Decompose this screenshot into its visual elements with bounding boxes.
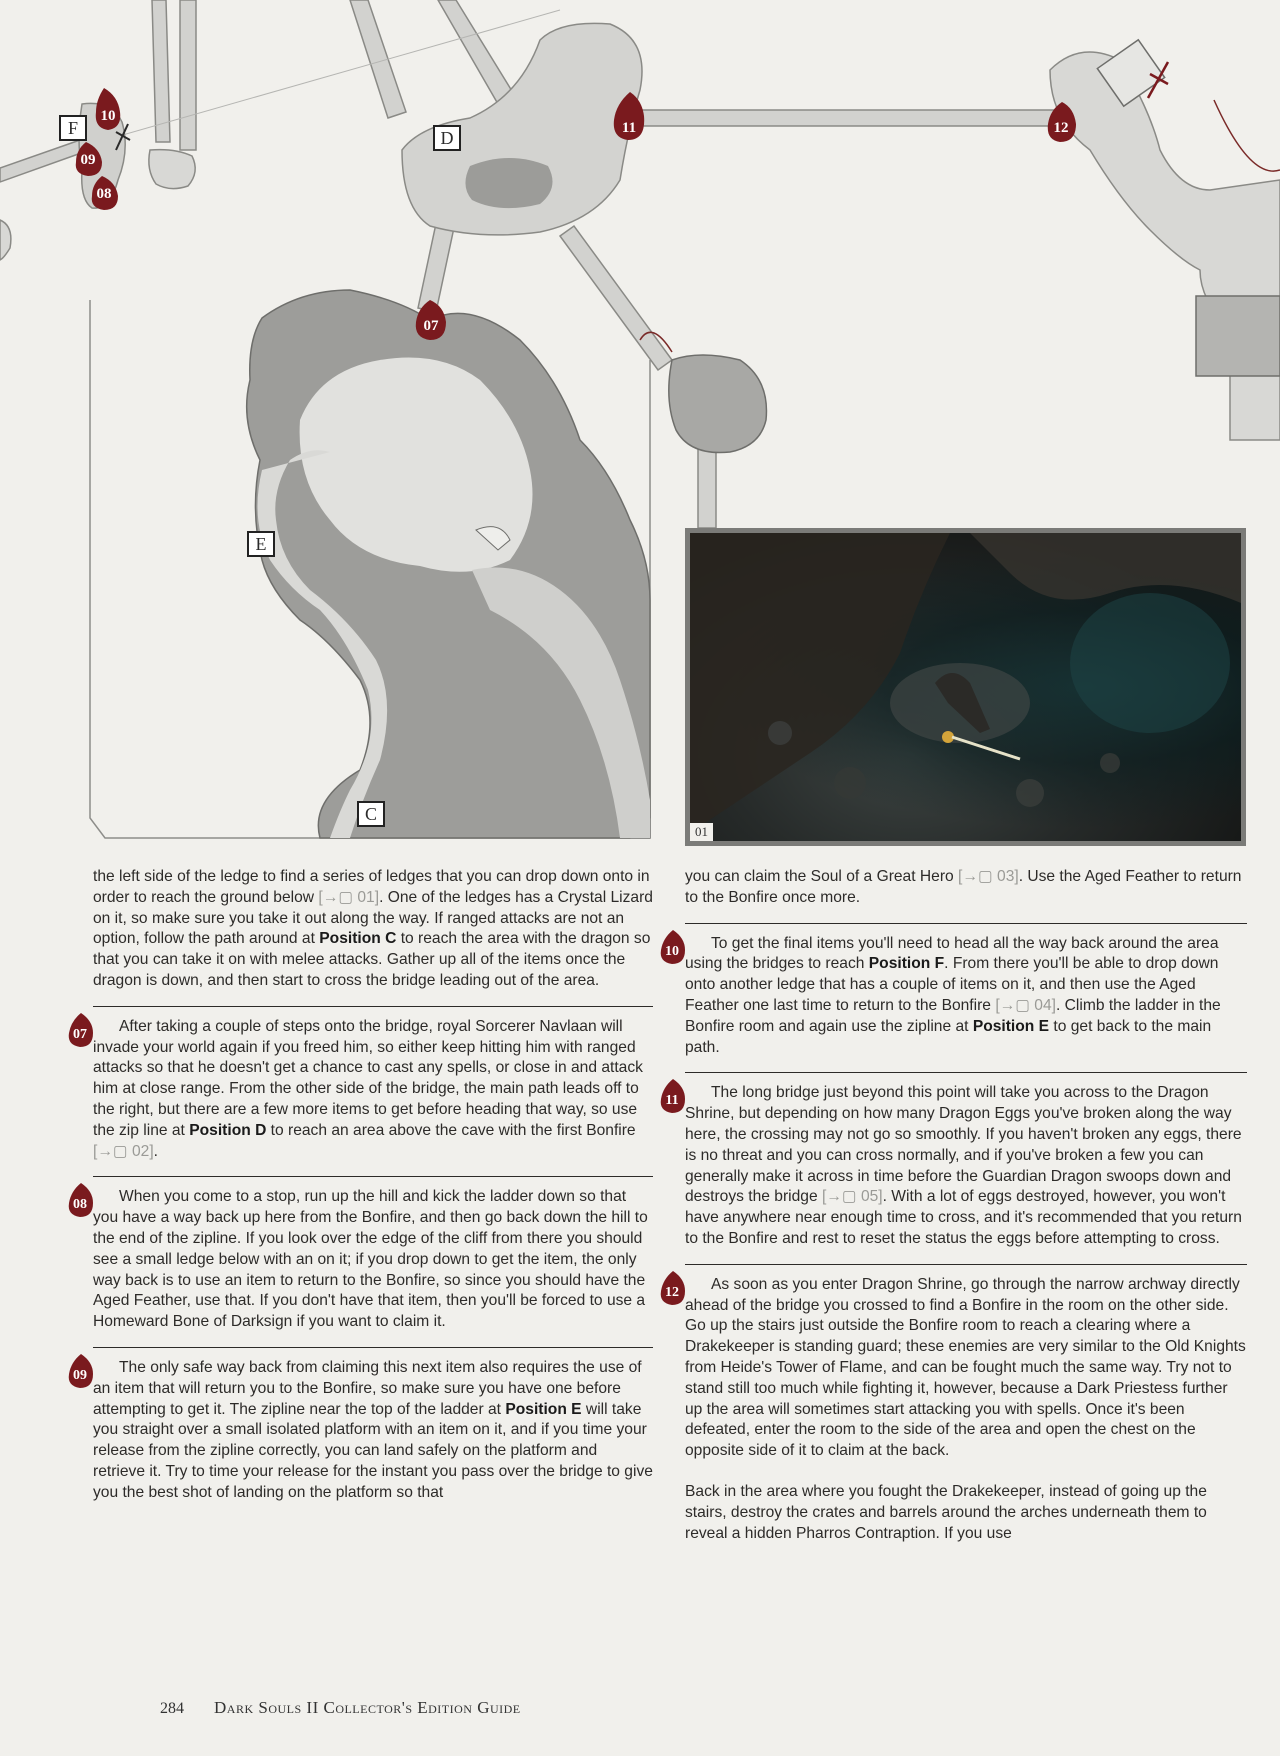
- flame-badge-08: [67, 1183, 95, 1217]
- position-d-label: D: [440, 128, 454, 148]
- svg-text:08: 08: [96, 186, 112, 202]
- flame-badge-10: [659, 930, 687, 964]
- screenshot-01: [685, 528, 1246, 846]
- position-c-label: C: [364, 804, 378, 824]
- cave-scene: [690, 533, 1241, 841]
- step-07: [73, 1006, 653, 1163]
- rock-platform: [669, 355, 767, 453]
- svg-text:10: 10: [100, 108, 116, 124]
- small-islet: [149, 150, 195, 189]
- step-11: [665, 1072, 1247, 1249]
- flame-badge-12: [659, 1271, 687, 1305]
- step-number: 09: [73, 1367, 87, 1383]
- screenshot-image: [690, 533, 1241, 841]
- step-08: [73, 1176, 653, 1333]
- step-number: 12: [665, 1284, 679, 1300]
- page-ref: [→▢ 02]: [93, 1142, 154, 1160]
- flame-badge-07: [67, 1013, 95, 1047]
- step-number: 10: [665, 943, 679, 959]
- marker-10: [96, 88, 121, 130]
- closing-paragraph: Back in the area where you fought the Drakekeeper, instead of going up the stairs, destroy the crates and barrels around the arches underneath them to reveal a hidden Pharros Contraption. If you use: [685, 1482, 1207, 1542]
- right-intro-paragraph: you can claim the Soul of a Great Hero [→▢ 03]. Use the Aged Feather to return to the Bonfire once more.: [685, 868, 1242, 906]
- position-f-label: E: [255, 534, 267, 554]
- page-footer: [160, 1698, 521, 1718]
- left-column: [73, 867, 653, 1504]
- page-number: 284: [160, 1700, 184, 1717]
- left-edge-islet: [0, 220, 11, 260]
- step-number: 07: [73, 1026, 87, 1042]
- position-e-label: F: [67, 118, 79, 138]
- right-column: [665, 867, 1247, 1544]
- position-ref: Position D: [189, 1121, 267, 1139]
- page-ref: [→▢ 03]: [958, 868, 1019, 885]
- screenshot-tag: 01: [690, 823, 713, 841]
- position-ref: Position E: [505, 1400, 582, 1418]
- svg-text:09: 09: [80, 152, 96, 168]
- step-09: [73, 1347, 653, 1504]
- svg-text:11: 11: [621, 120, 637, 136]
- position-ref: Position E: [972, 1017, 1050, 1035]
- shrine-block: [1196, 296, 1280, 376]
- step-11-text: The long bridge just beyond this point will take you across to the Dragon Shrine, but depending on how many Dragon Eggs you've broken along the way here, the crossing may not go so smoothly. If you haven't broken any eggs, there is no threat and you can cross normally, and if you've broken a few you can generally make it across in time before the Guardian Dragon swoops down and destroys the bridge [→▢ 05]. With a lot of eggs destroyed, however, you won't have anywhere near enough time to cross, and it's recommended that you return to the Bonfire and rest to reset the status the eggs before attempting to cross.: [685, 1084, 1242, 1247]
- step-number: 11: [665, 1093, 679, 1109]
- step-12: [665, 1264, 1247, 1462]
- step-12-text: As soon as you enter Dragon Shrine, go through the narrow archway directly ahead of the bridge you crossed to find a Bonfire in the room on the other side. Go up the stairs just outside the Bonfire room to reach a clearing where a Drakekeeper is standing guard; these enemies are very similar to the Old Knights from Heide's Tower of Flame, and can be fought much the same way. Try not to stand still too much while fighting it, however, because a Dark Priestess further up the area will sometimes start attacking you with spells. Once it's been defeated, enter the room to the side of the area and open the chest on the opposite side of it to claim at the back.: [685, 1275, 1246, 1460]
- dragon-shrine: [1050, 52, 1280, 440]
- flame-badge-11: [659, 1079, 687, 1113]
- page-ref: [→▢ 04]: [995, 996, 1056, 1014]
- step-10: [665, 923, 1247, 1059]
- platform-d-dark: [465, 158, 552, 208]
- svg-text:07: 07: [423, 318, 439, 334]
- step-07-text: After taking a couple of steps onto the bridge, royal Sorcerer Navlaan will invade your world again if you freed him, so either keep hitting him with ranged attacks so that he doesn't get a chance to cast any spells, or close in and attack him at close range. From the other side of the bridge, the main path leads off to the right, but there are a few more items to get before heading that way, so use the zip line at Position D to reach an area above the cave with the first Bonfire [→▢ 02].: [93, 1017, 643, 1160]
- step-number: 08: [73, 1197, 87, 1213]
- position-ref: Position C: [319, 930, 397, 948]
- page-ref: [→▢ 05]: [821, 1188, 883, 1206]
- book-title: Dark Souls II Collector's Edition Guide: [214, 1698, 521, 1717]
- svg-text:12: 12: [1053, 120, 1069, 136]
- flame-badge-09: [67, 1354, 95, 1388]
- left-intro-paragraph: the left side of the ledge to find a series of ledges that you can drop down onto in order to reach the ground below [→▢ 01]. One of the ledges has a Crystal Lizard on it, so make sure you take it out along the way. If ranged attacks are not an option, follow the path around at Position C to reach the area with the dragon so that you can take it on with melee attacks. Gather up all of the items once the dragon is down, and then start to cross the bridge leading out of the area.: [93, 868, 653, 989]
- position-ref: Position F: [868, 955, 945, 973]
- step-09-text: The only safe way back from claiming this next item also requires the use of an item that will return you to the Bonfire, so make sure you have one before attempting to get it. The zipline near the top of the ladder at Position E will take you straight over a small isolated platform with an item on it, and if you time your release from the zipline correctly, you can land safely on the platform and retrieve it. Try to time your release for the instant you pass over the bridge to give you the best shot of landing on the platform so that: [93, 1358, 653, 1501]
- page-ref: [→▢ 01]: [318, 888, 380, 906]
- step-08-text: When you come to a stop, run up the hill and kick the ladder down so that you have a way back up here from the Bonfire, and then go back down the hill to the end of the zipline. If you look over the edge of the cliff from there you should see a small ledge below with an on it; if you drop down to get the item, the only way back is to use an item to return to the Bonfire, so since you should have the Aged Feather, use that. If you don't have that item, then you'll be forced to use a Homeward Bone of Darksign if you want to claim it.: [93, 1188, 648, 1331]
- step-10-text: To get the final items you'll need to head all the way back around the area using the bridges to reach Position F. From there you'll be able to drop down onto another ledge that has a couple of items on it, and then use the Aged Feather one last time to return to the Bonfire [→▢ 04]. Climb the ladder in the Bonfire room and again use the zipline at Position E to get back to the main path.: [685, 934, 1221, 1056]
